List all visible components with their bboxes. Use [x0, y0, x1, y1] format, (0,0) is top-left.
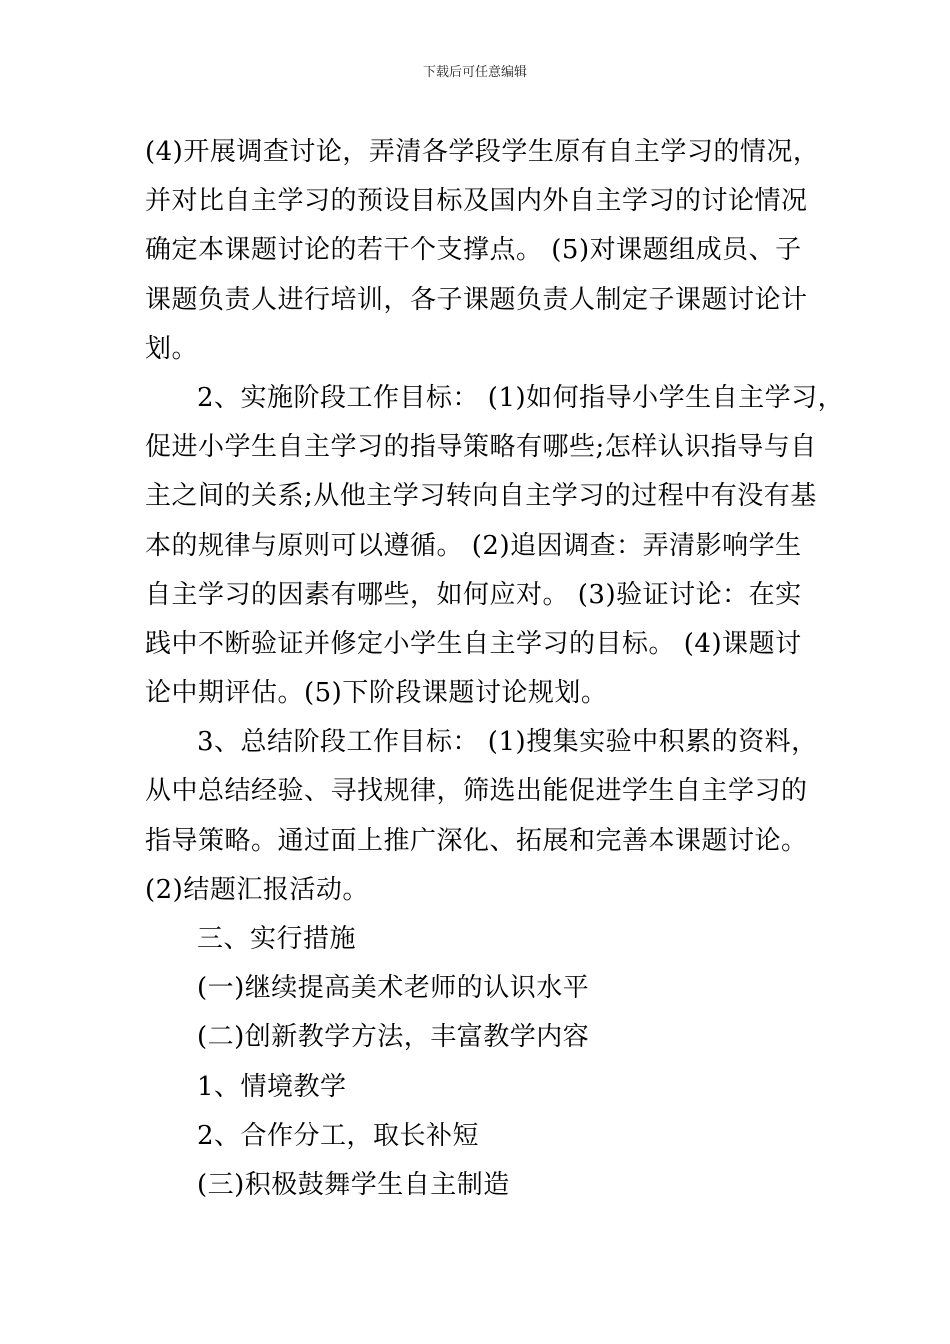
text-line: 课题负责人进行培训，各子课题负责人制定子课题讨论计 — [145, 284, 808, 315]
list-item-cooperation — [145, 1112, 810, 1161]
document-body — [145, 128, 845, 1210]
paragraph-implementation-goals — [145, 374, 845, 718]
text-line: 从中总结经验、寻找规律，筛选出能促进学生自主学习的 — [145, 776, 808, 807]
text-line: (一)继续提高美术老师的认识水平 — [197, 973, 590, 1004]
list-item-measure-1 — [145, 964, 810, 1013]
text-line: (三)积极鼓舞学生自主制造 — [197, 1169, 510, 1200]
text-line: 3、总结阶段工作目标： (1)搜集实验中积累的资料， — [197, 727, 818, 758]
text-line: 确定本课题讨论的若干个支撑点。 (5)对课题组成员、子 — [145, 235, 802, 266]
text-line: 并对比自主学习的预设目标及国内外自主学习的讨论情况 — [145, 186, 808, 217]
paragraph-summary-goals — [145, 718, 818, 915]
text-line: 2、实施阶段工作目标： (1)如何指导小学生自主学习， — [197, 382, 845, 413]
text-line: (二)创新教学方法，丰富教学内容 — [197, 1022, 590, 1053]
text-line: 论中期评估。(5)下阶段课题讨论规划。 — [145, 678, 608, 709]
text-line: 1、情境教学 — [197, 1071, 347, 1102]
text-line: 2、合作分工，取长补短 — [197, 1120, 480, 1151]
text-line: 本的规律与原则可以遵循。 (2)追因调查：弄清影响学生 — [145, 530, 802, 561]
paragraph-research-steps — [145, 128, 820, 374]
text-line: 践中不断验证并修定小学生自主学习的目标。 (4)课题讨 — [145, 628, 802, 659]
text-line: 指导策略。通过面上推广深化、拓展和完善本课题讨论。 — [145, 825, 808, 856]
text-line: (2)结题汇报活动。 — [145, 874, 369, 905]
text-line: 自主学习的因素有哪些，如何应对。 (3)验证讨论：在实 — [145, 579, 802, 610]
heading-line: 三、实行措施 — [197, 924, 357, 954]
text-line: 划。 — [145, 333, 199, 364]
list-item-situational-teaching — [145, 1063, 810, 1112]
section-heading-measures — [145, 915, 810, 964]
list-item-measure-2 — [145, 1013, 810, 1062]
text-line: 主之间的关系;从他主学习转向自主学习的过程中有没有基 — [145, 481, 817, 512]
text-line: (4)开展调查讨论，弄清各学段学生原有自主学习的情况， — [145, 137, 820, 167]
list-item-measure-3 — [145, 1161, 810, 1210]
text-line: 促进小学生自主学习的指导策略有哪些;怎样认识指导与自 — [145, 432, 817, 463]
page-header: 下载后可任意编辑 — [422, 65, 527, 80]
